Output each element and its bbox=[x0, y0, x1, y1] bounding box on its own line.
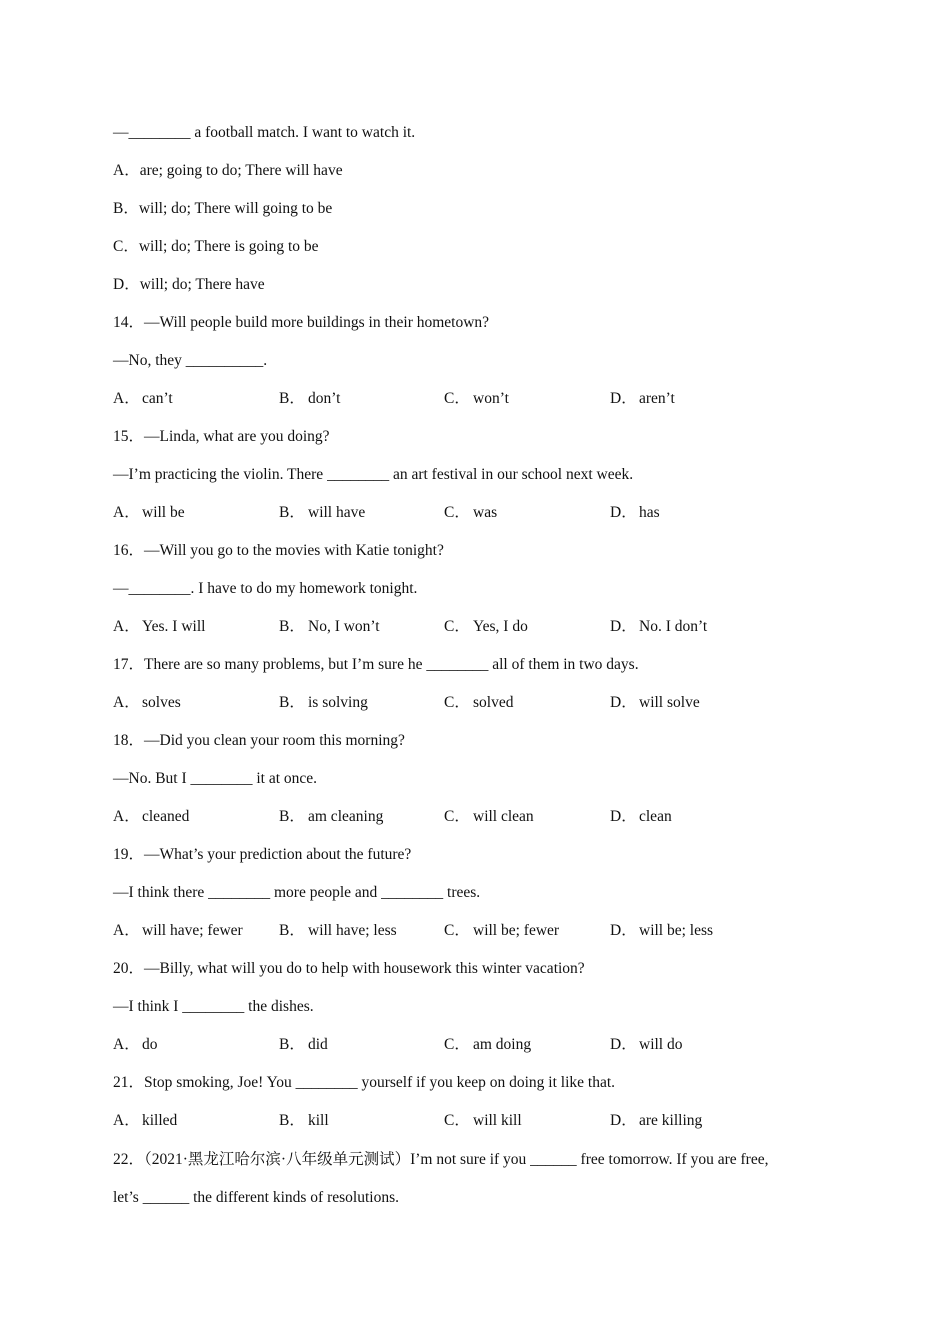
q16-option-b: B． No, I won’t bbox=[279, 618, 380, 635]
q16-stem: 16．—Will you go to the movies with Katie tonight? bbox=[113, 542, 444, 559]
q17-option-d: D． will solve bbox=[610, 694, 700, 711]
q21-option-b: B． kill bbox=[279, 1112, 329, 1129]
q18-option-d: D． clean bbox=[610, 808, 672, 825]
q18-options bbox=[113, 807, 813, 827]
q16-option-d: D． No. I don’t bbox=[610, 618, 708, 635]
q22-stem-line2: let’s ______ the different kinds of resolutions. bbox=[113, 1189, 399, 1206]
q16-reply: —________. I have to do my homework tonight. bbox=[113, 580, 418, 597]
q20-reply: —I think I ________ the dishes. bbox=[113, 998, 314, 1015]
q14-reply: —No, they __________. bbox=[113, 352, 268, 369]
q21-option-d: D． are killing bbox=[610, 1112, 703, 1129]
q19-option-c: C． will be; fewer bbox=[444, 922, 560, 939]
q21-stem: 21．Stop smoking, Joe! You ________ yourself if you keep on doing it like that. bbox=[113, 1074, 616, 1091]
q15-reply: —I’m practicing the violin. There ________ an art festival in our school next week. bbox=[113, 466, 634, 483]
q21-option-c: C． will kill bbox=[444, 1112, 522, 1129]
q15-option-b: B． will have bbox=[279, 504, 366, 521]
q20-option-d: D． will do bbox=[610, 1036, 683, 1053]
q14-options bbox=[113, 389, 813, 409]
q14-option-d: D． aren’t bbox=[610, 390, 675, 407]
q18-option-a: A． cleaned bbox=[113, 808, 190, 825]
q14-option-b: B． don’t bbox=[279, 390, 341, 407]
q15-stem: 15．—Linda, what are you doing? bbox=[113, 428, 330, 445]
q16-options bbox=[113, 617, 813, 637]
q15-option-c: C． was bbox=[444, 504, 498, 521]
q20-option-b: B． did bbox=[279, 1036, 328, 1053]
q14-option-a: A． can’t bbox=[113, 390, 173, 407]
q17-option-a: A． solves bbox=[113, 694, 181, 711]
q19-stem: 19．—What’s your prediction about the future? bbox=[113, 846, 412, 863]
q13-option-a: A．are; going to do; There will have bbox=[113, 162, 343, 179]
q19-option-d: D． will be; less bbox=[610, 922, 714, 939]
q19-options bbox=[113, 921, 813, 941]
q19-option-b: B． will have; less bbox=[279, 922, 397, 939]
q20-option-a: A． do bbox=[113, 1036, 158, 1053]
q18-stem: 18．—Did you clean your room this morning? bbox=[113, 732, 405, 749]
q13-option-c: C．will; do; There is going to be bbox=[113, 238, 319, 255]
q15-option-d: D． has bbox=[610, 504, 660, 521]
q14-option-c: C． won’t bbox=[444, 390, 509, 407]
q15-option-a: A． will be bbox=[113, 504, 185, 521]
q13-option-b: B．will; do; There will going to be bbox=[113, 200, 333, 217]
q17-option-c: C． solved bbox=[444, 694, 514, 711]
q18-option-b: B． am cleaning bbox=[279, 808, 384, 825]
q17-options bbox=[113, 693, 813, 713]
q20-options bbox=[113, 1035, 813, 1055]
q19-reply: —I think there ________ more people and ________ trees. bbox=[113, 884, 481, 901]
q21-option-a: A． killed bbox=[113, 1112, 178, 1129]
q21-options bbox=[113, 1111, 813, 1131]
q18-reply: —No. But I ________ it at once. bbox=[113, 770, 318, 787]
q20-stem: 20．—Billy, what will you do to help with housework this winter vacation? bbox=[113, 960, 585, 977]
q15-options bbox=[113, 503, 813, 523]
q17-option-b: B． is solving bbox=[279, 694, 368, 711]
q14-stem: 14．—Will people build more buildings in their hometown? bbox=[113, 314, 490, 331]
q18-option-c: C． will clean bbox=[444, 808, 534, 825]
q19-option-a: A． will have; fewer bbox=[113, 922, 243, 939]
q20-option-c: C． am doing bbox=[444, 1036, 532, 1053]
q13-reply: —________ a football match. I want to watch it. bbox=[113, 124, 416, 141]
q16-option-a: A． Yes. I will bbox=[113, 618, 206, 635]
q17-stem: 17．There are so many problems, but I’m sure he ________ all of them in two days. bbox=[113, 656, 639, 673]
q22-stem-line1: 22．（2021·黑龙江哈尔滨·八年级单元测试）I’m not sure if you ______ free tomorrow. If you are free, bbox=[113, 1151, 769, 1168]
q13-option-d: D．will; do; There have bbox=[113, 276, 265, 293]
q16-option-c: C． Yes, I do bbox=[444, 618, 528, 635]
